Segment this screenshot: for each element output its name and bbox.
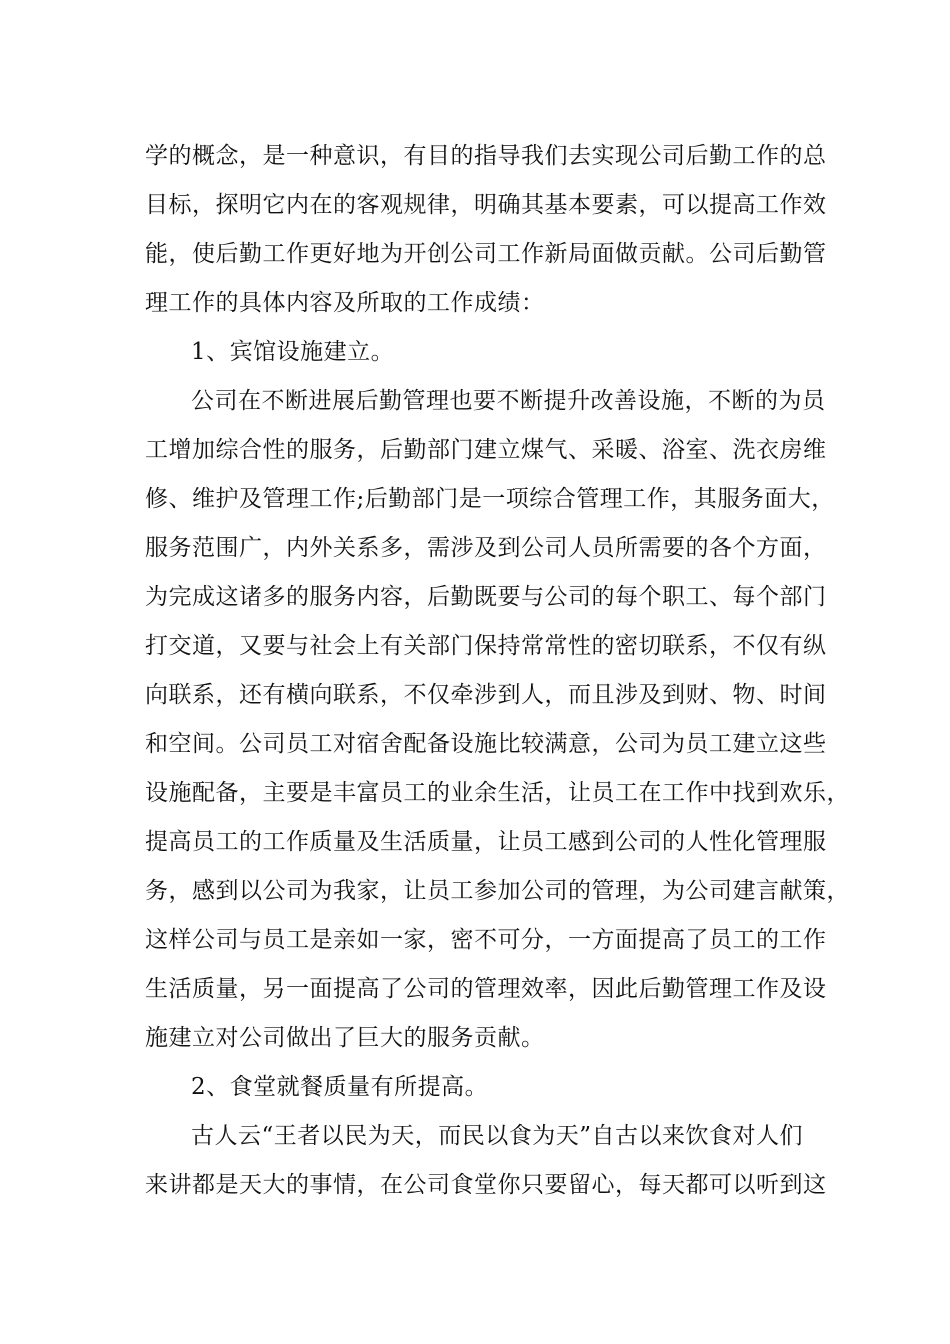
text-line: 目标，探明它内在的客观规律，明确其基本要素，可以提高工作效 <box>145 192 827 218</box>
text-line: 设施配备，主要是丰富员工的业余生活，让员工在工作中找到欢乐， <box>145 780 850 806</box>
text-line: 理工作的具体内容及所取的工作成绩： <box>145 290 545 316</box>
text-line: 向联系，还有横向联系，不仅牵涉到人，而且涉及到财、物、时间 <box>145 682 827 708</box>
text-line: 公司在不断进展后勤管理也要不断提升改善设施，不断的为员 <box>191 388 826 414</box>
text-line: 服务范围广，内外关系多，需涉及到公司人员所需要的各个方面， <box>145 535 827 561</box>
text-line: 古人云“王者以民为天，而民以食为天”自古以来饮食对人们 <box>191 1123 804 1149</box>
text-line: 1、宾馆设施建立。 <box>191 339 395 365</box>
text-line: 提高员工的工作质量及生活质量，让员工感到公司的人性化管理服 <box>145 829 827 855</box>
text-line: 生活质量，另一面提高了公司的管理效率，因此后勤管理工作及设 <box>145 976 827 1002</box>
text-line: 工增加综合性的服务，后勤部门建立煤气、采暖、浴室、洗衣房维 <box>145 437 827 463</box>
text-line: 务，感到以公司为我家，让员工参加公司的管理，为公司建言献策， <box>145 878 850 904</box>
document-page <box>145 132 850 1210</box>
text-line: 2、食堂就餐质量有所提高。 <box>191 1074 489 1100</box>
text-line: 这样公司与员工是亲如一家，密不可分，一方面提高了员工的工作 <box>145 927 827 953</box>
text-line: 为完成这诸多的服务内容，后勤既要与公司的每个职工、每个部门 <box>145 584 827 610</box>
text-line: 来讲都是天大的事情，在公司食堂你只要留心，每天都可以听到这 <box>145 1172 827 1198</box>
text-line: 学的概念，是一种意识，有目的指导我们去实现公司后勤工作的总 <box>145 143 827 169</box>
text-line: 打交道，又要与社会上有关部门保持常常性的密切联系，不仅有纵 <box>145 633 827 659</box>
text-line: 和空间。公司员工对宿舍配备设施比较满意，公司为员工建立这些 <box>145 731 827 757</box>
text-line: 施建立对公司做出了巨大的服务贡献。 <box>145 1025 545 1051</box>
text-line: 能，使后勤工作更好地为开创公司工作新局面做贡献。公司后勤管 <box>145 241 827 267</box>
text-line: 修、维护及管理工作;后勤部门是一项综合管理工作，其服务面大， <box>145 486 835 512</box>
